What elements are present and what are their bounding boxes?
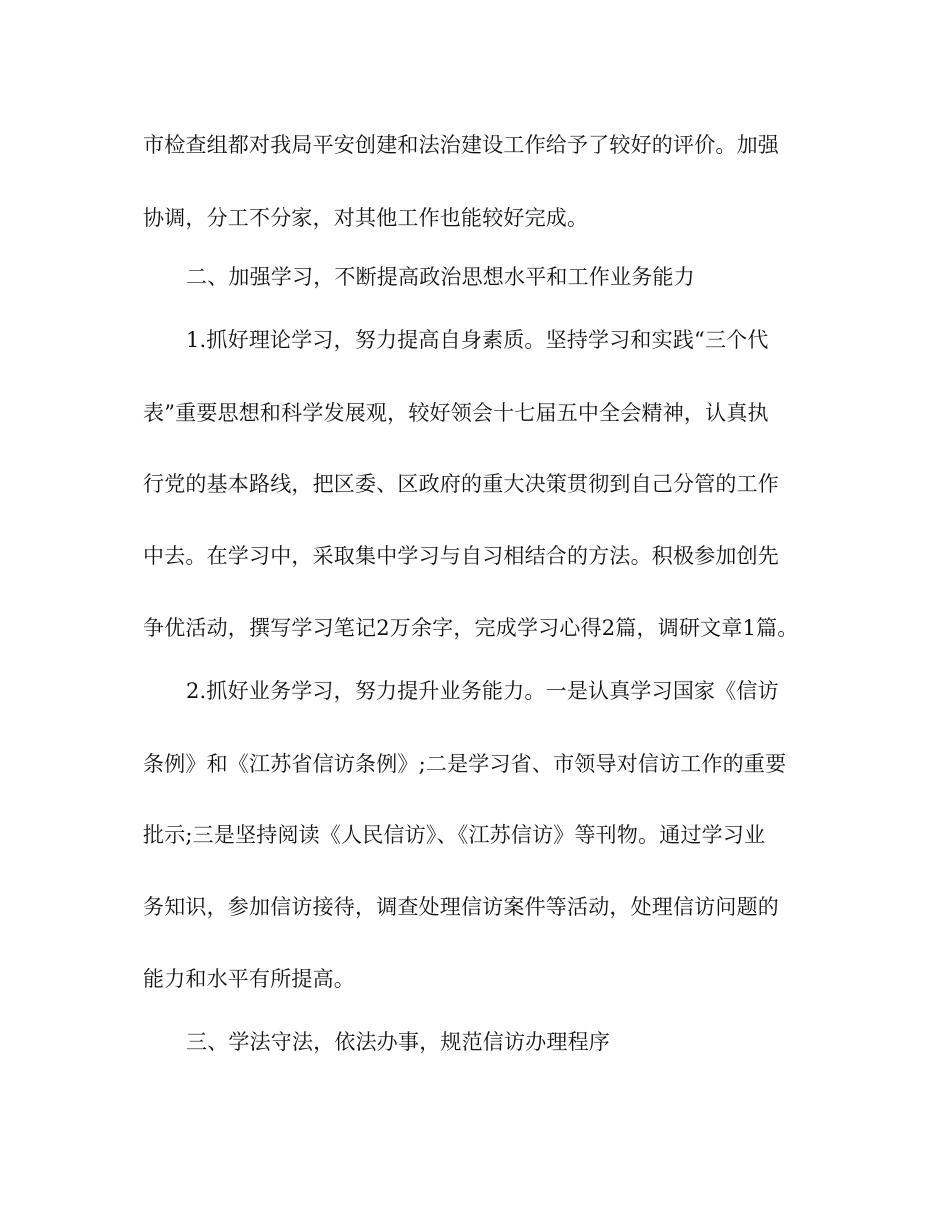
paragraph-line-4: 表”重要思想和科学发展观，较好领会十七届五中全会精神，认真执 <box>143 401 769 425</box>
paragraph-line-12: 能力和水平有所提高。 <box>143 967 355 991</box>
paragraph-line-8: 2.抓好业务学习，努力提升业务能力。一是认真学习国家《信访 <box>186 679 779 703</box>
paragraph-line-10: 批示;三是坚持阅读《人民信访》、《江苏信访》等刊物。通过学习业 <box>143 823 766 847</box>
paragraph-line-1: 市检查组都对我局平安创建和法治建设工作给予了较好的评价。加强 <box>143 133 779 157</box>
paragraph-line-7: 争优活动，撰写学习笔记2万余字，完成学习心得2篇，调研文章1篇。 <box>143 616 799 640</box>
paragraph-line-6: 中去。在学习中，采取集中学习与自习相结合的方法。积极参加创先 <box>143 544 779 568</box>
paragraph-line-5: 行党的基本路线，把区委、区政府的重大决策贯彻到自己分管的工作 <box>143 472 779 496</box>
section-heading-3: 三、学法守法，依法办事，规范信访办理程序 <box>186 1030 610 1054</box>
paragraph-line-11: 务知识，参加信访接待，调查处理信访案件等活动，处理信访问题的 <box>143 895 779 919</box>
paragraph-line-9: 条例》和《江苏省信访条例》;二是学习省、市领导对信访工作的重要 <box>143 752 787 776</box>
section-heading-2: 二、加强学习，不断提高政治思想水平和工作业务能力 <box>186 265 695 289</box>
paragraph-line-3: 1.抓好理论学习，努力提高自身素质。坚持学习和实践“三个代 <box>186 328 769 352</box>
paragraph-line-2: 协调，分工不分家，对其他工作也能较好完成。 <box>143 206 589 230</box>
